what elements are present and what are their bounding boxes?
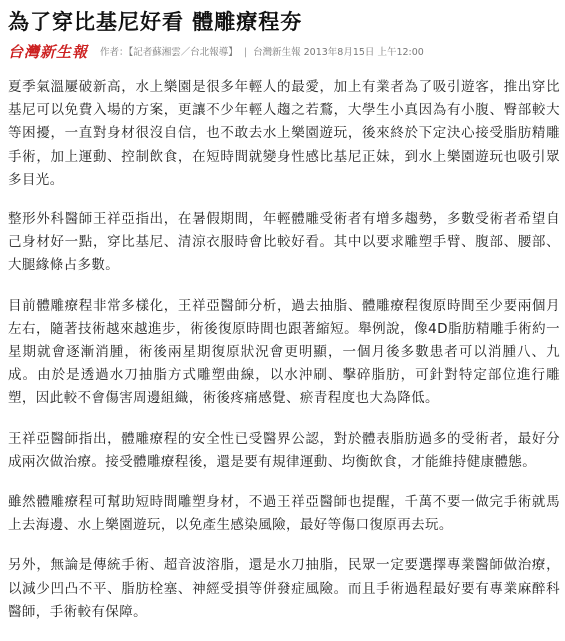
article-paragraph: 另外，無論是傳統手術、超音波溶脂，還是水刀抽脂，民眾一定要選擇專業醫師做治療，以減少凹凸不平、脂肪栓塞、神經受損等併發症風險。而且手術過程最好要有專業麻醉科醫師，手術較有保障。 [8,557,560,620]
article-paragraph: 雖然體雕療程可幫助短時間雕塑身材，不過王祥亞醫師也提醒，千萬不要一做完手術就馬上去海邊、水上樂園遊玩，以免產生感染風險，最好等傷口復原再去玩。 [8,494,560,534]
article-paragraph: 王祥亞醫師指出，體雕療程的安全性已受醫界公認，對於體表脂肪過多的受術者，最好分成兩次做治療。接受體雕療程後，還是要有規律運動、均衡飲食，才能維持健康體態。 [8,430,560,470]
publisher-name[interactable]: 台灣新生報 [253,47,301,58]
publish-date: 2013年8月15日 上午12:00 [303,47,424,58]
article-paragraph: 整形外科醫師王祥亞指出，在暑假期間，年輕體雕受術者有增多趨勢，多數受術者希望自己身材好一點，穿比基尼、清涼衣服時會比較好看。其中以要求雕塑手臂、腹部、腰部、大腿緣條占多數。 [8,211,560,274]
byline-meta [100,44,424,58]
byline [8,40,424,62]
publisher-logo[interactable]: 台灣新生報 [8,42,89,61]
article-paragraph: 夏季氣溫屢破新高，水上樂園是很多年輕人的最愛，加上有業者為了吸引遊客，推出穿比基尼可以免費入場的方案，更讓不少年輕人趨之若鶩，大學生小真因為有小腹、臀部較大等困擾，一直對身材很沒自信，也不敢去水上樂園遊玩，後來終於下定決心接受脂肪精雕手術，加上運動、控制飲食，在短時間就變身性感比基尼正妹，到水上樂園遊玩也吸引眾多目光。 [8,79,560,188]
author-name[interactable]: 【記者蘇湘雲／台北報導】 [128,47,238,58]
byline-separator: | [243,47,248,58]
article-headline: 為了穿比基尼好看 體雕療程夯 [8,10,303,34]
article-paragraph: 目前體雕療程非常多樣化，王祥亞醫師分析，過去抽脂、體雕療程復原時間至少要兩個月左右，隨著技術越來越進步，術後復原時間也跟著縮短。舉例說，像4D脂肪精雕手術約一星期就會逐漸消腫，術後兩星期復原狀況會更明顯，一個月後多數患者可以消腫八、九成。由於是透過水刀抽脂方式雕塑曲線，以水沖刷、擊碎脂肪，可針對特定部位進行雕塑，因此較不會傷害周邊組織，術後疼痛感覺、瘀青程度也大為降低。 [8,297,560,407]
article-body [8,76,560,641]
author-label: 作者： [100,47,129,58]
